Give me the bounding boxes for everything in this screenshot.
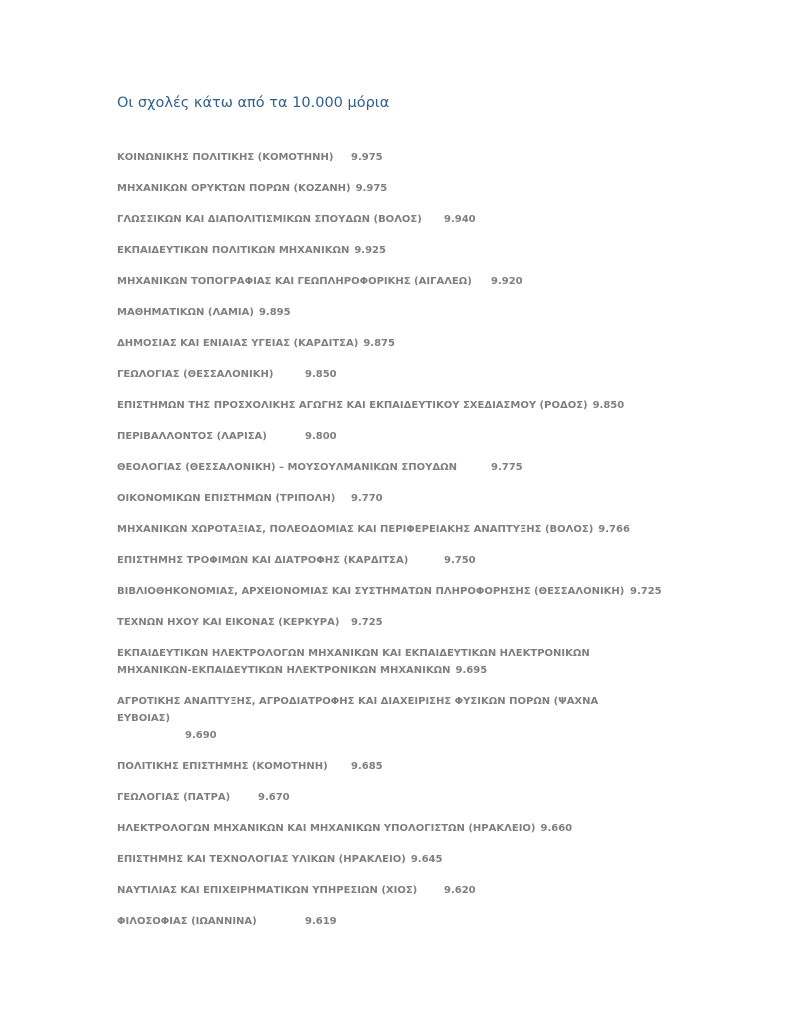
school-score: 9.620 <box>444 885 476 896</box>
document-title: Οι σχολές κάτω από τα 10.000 μόρια <box>117 95 390 111</box>
list-item <box>117 490 757 507</box>
list-item <box>117 304 757 321</box>
school-score: 9.975 <box>351 152 383 163</box>
list-item <box>117 693 757 744</box>
school-score: 9.775 <box>491 462 523 473</box>
list-item <box>117 149 757 166</box>
school-name: ΔΗΜΟΣΙΑΣ ΚΑΙ ΕΝΙΑΙΑΣ ΥΓΕΙΑΣ (ΚΑΡΔΙΤΣΑ) <box>117 338 359 349</box>
school-name: ΕΚΠΑΙΔΕΥΤΙΚΩΝ ΠΟΛΙΤΙΚΩΝ ΜΗΧΑΝΙΚΩΝ <box>117 245 350 256</box>
school-name: ΚΟΙΝΩΝΙΚΗΣ ΠΟΛΙΤΙΚΗΣ (ΚΟΜΟΤΗΝΗ) <box>117 152 334 163</box>
school-score: 9.895 <box>258 307 291 318</box>
list-item <box>117 180 757 197</box>
list-item <box>117 521 757 538</box>
school-score: 9.619 <box>305 916 337 927</box>
school-list <box>117 149 757 944</box>
school-score: 9.770 <box>351 493 383 504</box>
school-score: 9.925 <box>354 245 386 256</box>
list-item <box>117 242 757 259</box>
list-item <box>117 211 757 228</box>
school-score: 9.690 <box>185 730 217 741</box>
school-name: ΕΠΙΣΤΗΜΗΣ ΚΑΙ ΤΕΧΝΟΛΟΓΙΑΣ ΥΛΙΚΩΝ (ΗΡΑΚΛΕΙΟ) <box>117 854 406 865</box>
school-name: ΜΗΧΑΝΙΚΩΝ ΟΡΥΚΤΩΝ ΠΟΡΩΝ (ΚΟΖΑΝΗ) <box>117 183 351 194</box>
list-item <box>117 851 757 868</box>
school-name: ΝΑΥΤΙΛΙΑΣ ΚΑΙ ΕΠΙΧΕΙΡΗΜΑΤΙΚΩΝ ΥΠΗΡΕΣΙΩΝ (ΧΙΟΣ) <box>117 885 418 896</box>
school-score: 9.660 <box>540 823 573 834</box>
school-score: 9.975 <box>355 183 388 194</box>
list-item <box>117 913 757 930</box>
list-item <box>117 335 757 352</box>
school-name: ΠΕΡΙΒΑΛΛΟΝΤΟΣ (ΛΑΡΙΣΑ) <box>117 431 267 442</box>
school-score: 9.766 <box>598 524 630 535</box>
list-item <box>117 882 757 899</box>
school-name: ΕΠΙΣΤΗΜΩΝ ΤΗΣ ΠΡΟΣΧΟΛΙΚΗΣ ΑΓΩΓΗΣ ΚΑΙ ΕΚΠΑΙΔΕΥΤΙΚΟΥ ΣΧΕΔΙΑΣΜΟΥ (ΡΟΔΟΣ) <box>117 400 588 411</box>
school-name: ΕΠΙΣΤΗΜΗΣ ΤΡΟΦΙΜΩΝ ΚΑΙ ΔΙΑΤΡΟΦΗΣ (ΚΑΡΔΙΤΣΑ) <box>117 555 409 566</box>
school-score: 9.850 <box>592 400 625 411</box>
list-item <box>117 273 757 290</box>
school-score: 9.875 <box>363 338 395 349</box>
list-item <box>117 459 757 476</box>
school-score: 9.695 <box>455 665 488 676</box>
school-name: ΓΛΩΣΣΙΚΩΝ ΚΑΙ ΔΙΑΠΟΛΙΤΙΣΜΙΚΩΝ ΣΠΟΥΔΩΝ (ΒΟΛΟΣ) <box>117 214 422 225</box>
school-score: 9.645 <box>410 854 443 865</box>
school-name: ΓΕΩΛΟΓΙΑΣ (ΠΑΤΡΑ) <box>117 792 231 803</box>
list-item <box>117 428 757 445</box>
list-item <box>117 758 757 775</box>
school-name: ΜΗΧΑΝΙΚΩΝ ΧΩΡΟΤΑΞΙΑΣ, ΠΟΛΕΟΔΟΜΙΑΣ ΚΑΙ ΠΕΡΙΦΕΡΕΙΑΚΗΣ ΑΝΑΠΤΥΞΗΣ (ΒΟΛΟΣ) <box>117 524 594 535</box>
school-score: 9.750 <box>444 555 476 566</box>
list-item <box>117 583 757 600</box>
school-name: ΓΕΩΛΟΓΙΑΣ (ΘΕΣΣΑΛΟΝΙΚΗ) <box>117 369 274 380</box>
list-item <box>117 397 757 414</box>
school-score: 9.725 <box>630 586 662 597</box>
school-score: 9.940 <box>444 214 476 225</box>
school-score: 9.685 <box>351 761 383 772</box>
school-score: 9.800 <box>305 431 337 442</box>
school-name: ΑΓΡΟΤΙΚΗΣ ΑΝΑΠΤΥΞΗΣ, ΑΓΡΟΔΙΑΤΡΟΦΗΣ ΚΑΙ ΔΙΑΧΕΙΡΙΣΗΣ ΦΥΣΙΚΩΝ ΠΟΡΩΝ (ΨΑΧΝΑ ΕΥΒΟΙΑΣ) <box>117 696 599 724</box>
school-name: ΦΙΛΟΣΟΦΙΑΣ (ΙΩΑΝΝΙΝΑ) <box>117 916 257 927</box>
school-name: ΕΚΠΑΙΔΕΥΤΙΚΩΝ ΗΛΕΚΤΡΟΛΟΓΩΝ ΜΗΧΑΝΙΚΩΝ ΚΑΙ ΕΚΠΑΙΔΕΥΤΙΚΩΝ ΗΛΕΚΤΡΟΝΙΚΩΝ ΜΗΧΑΝΙΚΩΝ-ΕΚΠΑΙΔΕΥΤΙΚΩΝ ΗΛΕΚΤΡΟΝΙΚΩΝ ΜΗΧΑΝΙΚΩΝ <box>117 648 590 676</box>
school-name: ΤΕΧΝΩΝ ΗΧΟΥ ΚΑΙ ΕΙΚΟΝΑΣ (ΚΕΡΚΥΡΑ) <box>117 617 340 628</box>
school-name: ΗΛΕΚΤΡΟΛΟΓΩΝ ΜΗΧΑΝΙΚΩΝ ΚΑΙ ΜΗΧΑΝΙΚΩΝ ΥΠΟΛΟΓΙΣΤΩΝ (ΗΡΑΚΛΕΙΟ) <box>117 823 536 834</box>
list-item <box>117 820 757 837</box>
school-score: 9.725 <box>351 617 383 628</box>
school-name: ΟΙΚΟΝΟΜΙΚΩΝ ΕΠΙΣΤΗΜΩΝ (ΤΡΙΠΟΛΗ) <box>117 493 336 504</box>
school-name: ΘΕΟΛΟΓΙΑΣ (ΘΕΣΣΑΛΟΝΙΚΗ) – ΜΟΥΣΟΥΛΜΑΝΙΚΩΝ ΣΠΟΥΔΩΝ <box>117 462 457 473</box>
school-score: 9.850 <box>305 369 337 380</box>
school-name: ΒΙΒΛΙΟΘΗΚΟΝΟΜΙΑΣ, ΑΡΧΕΙΟΝΟΜΙΑΣ ΚΑΙ ΣΥΣΤΗΜΑΤΩΝ ΠΛΗΡΟΦΟΡΗΣΗΣ (ΘΕΣΣΑΛΟΝΙΚΗ) <box>117 586 625 597</box>
school-name: ΜΗΧΑΝΙΚΩΝ ΤΟΠΟΓΡΑΦΙΑΣ ΚΑΙ ΓΕΩΠΛΗΡΟΦΟΡΙΚΗΣ (ΑΙΓΑΛΕΩ) <box>117 276 472 287</box>
school-name: ΠΟΛΙΤΙΚΗΣ ΕΠΙΣΤΗΜΗΣ (ΚΟΜΟΤΗΝΗ) <box>117 761 328 772</box>
list-item <box>117 614 757 631</box>
list-item <box>117 789 757 806</box>
school-name: ΜΑΘΗΜΑΤΙΚΩΝ (ΛΑΜΙΑ) <box>117 307 254 318</box>
school-score: 9.920 <box>491 276 523 287</box>
list-item <box>117 366 757 383</box>
school-score: 9.670 <box>258 792 290 803</box>
list-item <box>117 552 757 569</box>
list-item <box>117 645 757 679</box>
